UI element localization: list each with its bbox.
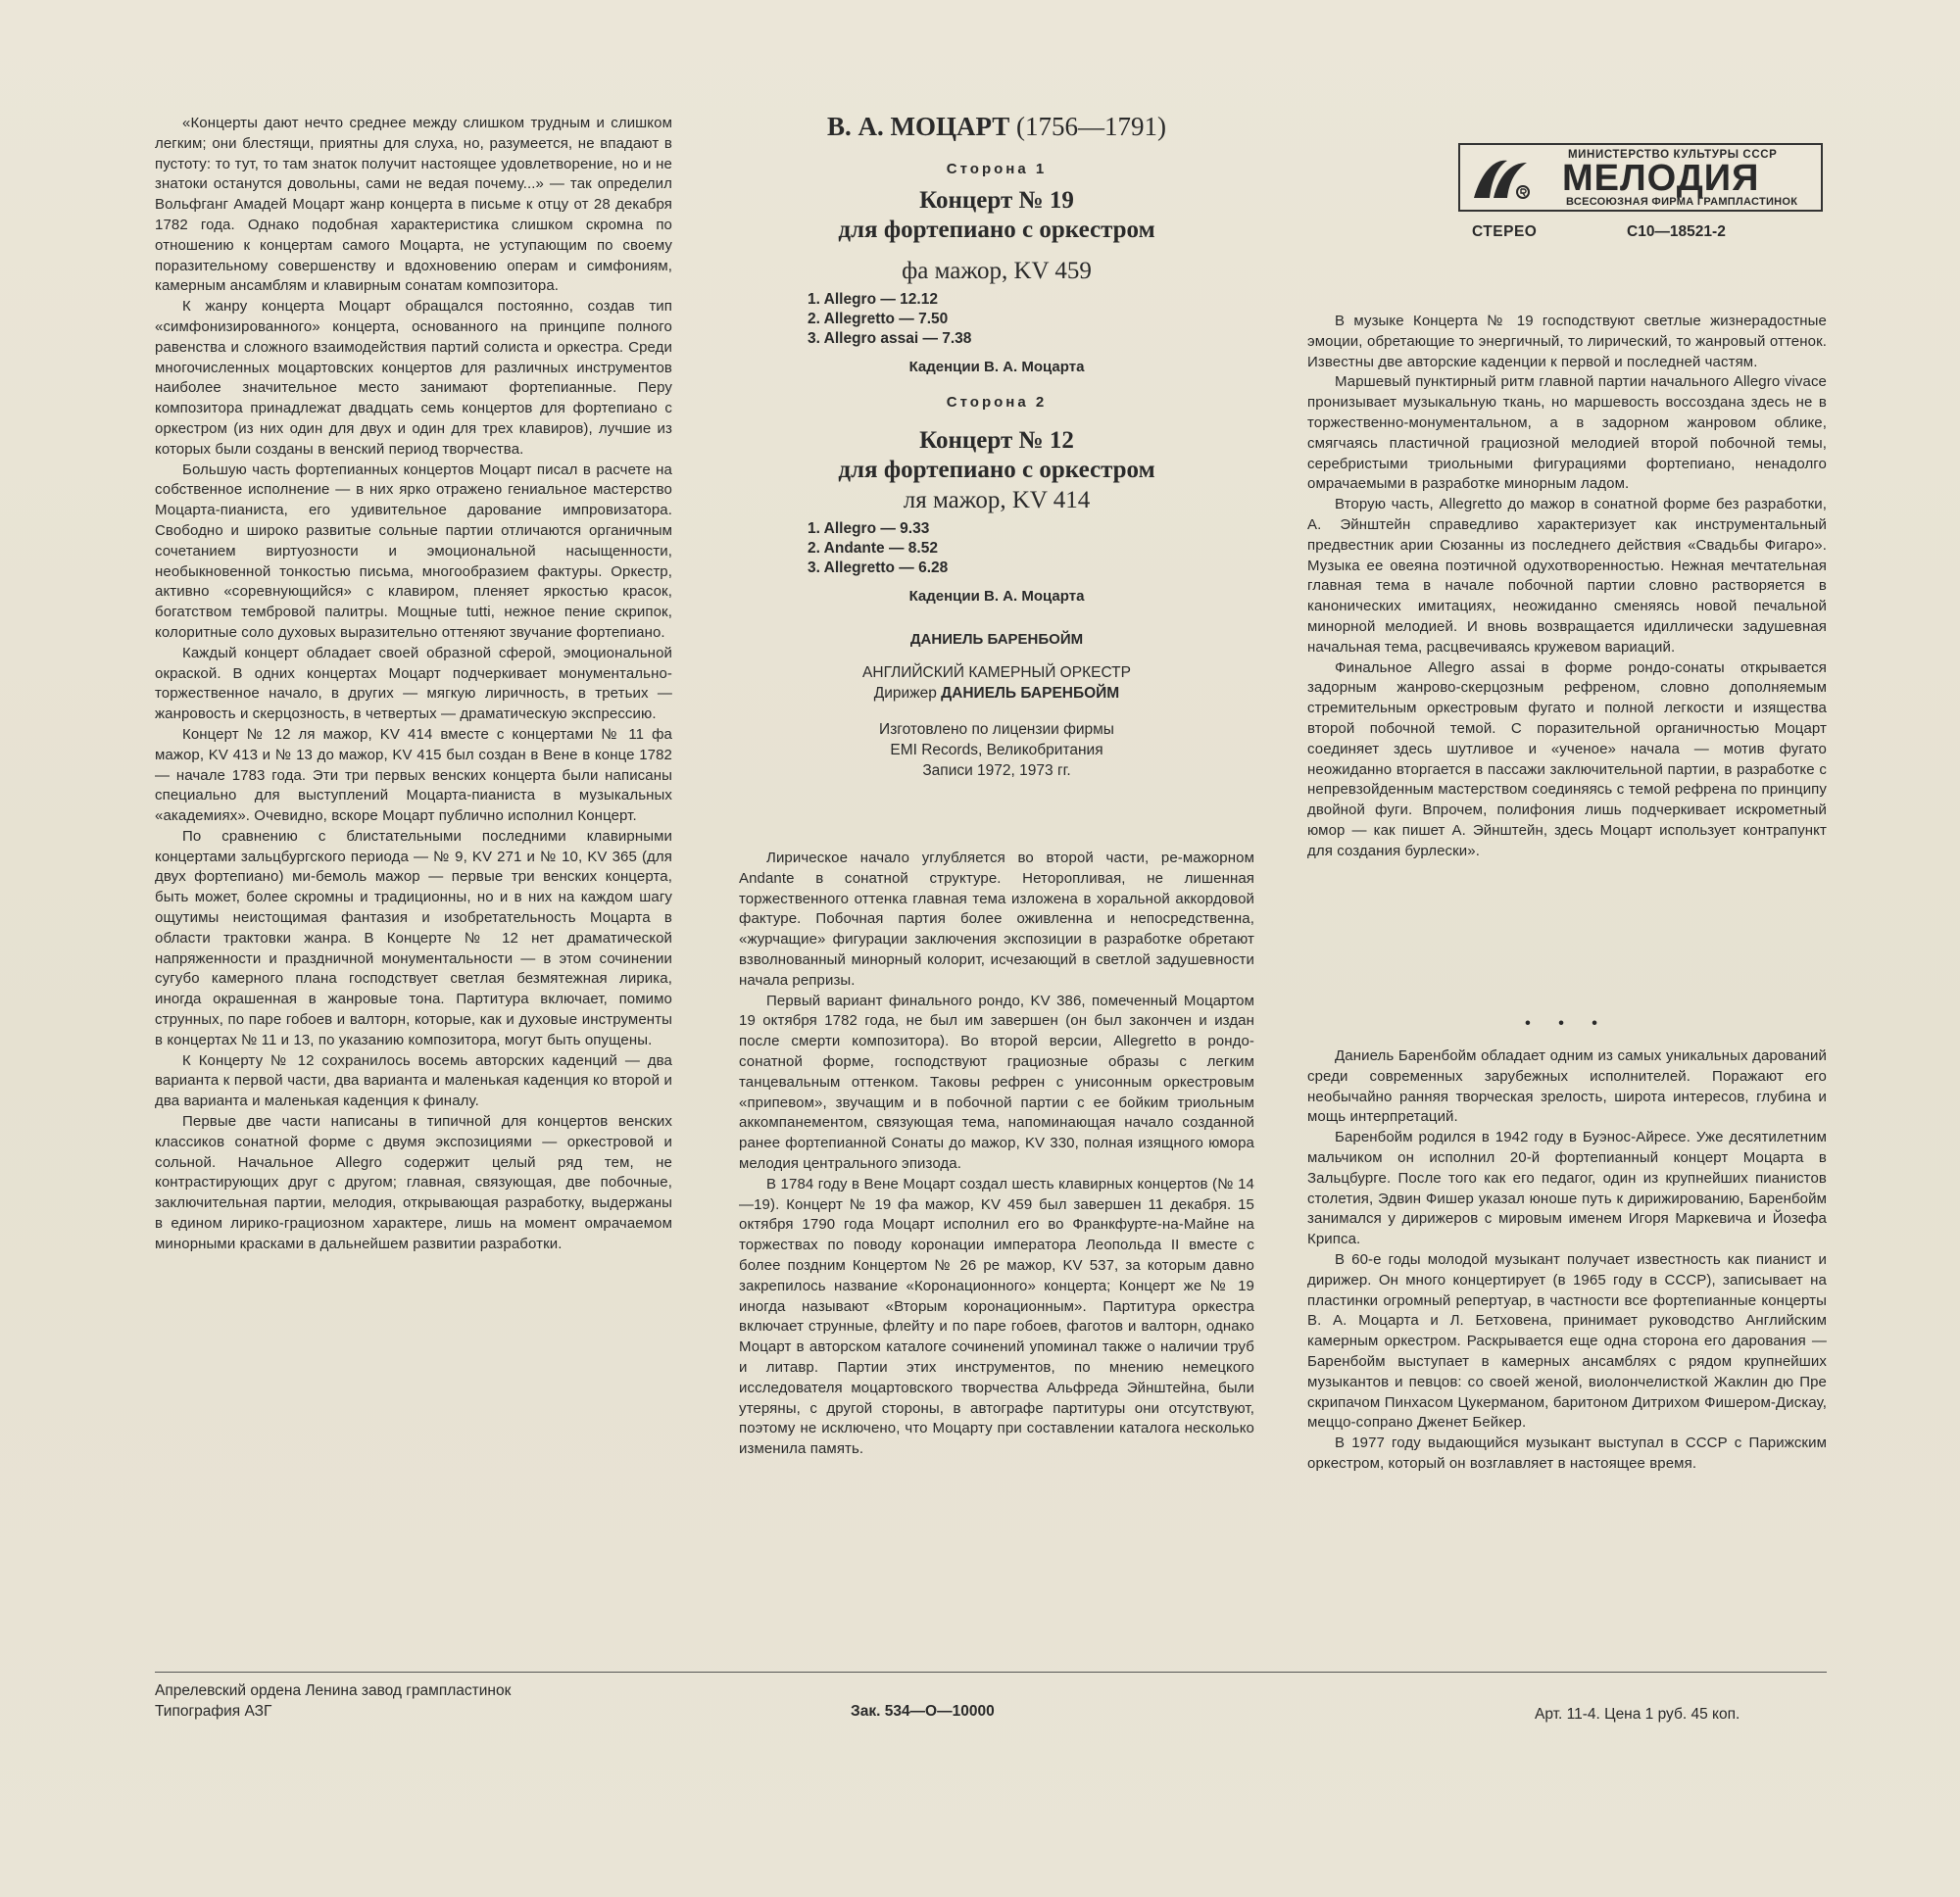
paragraph: Лирическое начало углубляется во второй части, ре-мажорном Andante в сонатной структуре. Неторопливая, не лишенная торжественного оттенка главная тема изложена в хоральной аккордовой фактуре. Побочная партия более оживленна и непосредственна, «журчащие» фигурации заключения экспозиции в разработке обретают взволнованный минорный колорит, исчезающий в светлой задушевности начала репризы. [739,850,1254,989]
concerto-12-title [739,426,1254,485]
licence-line: EMI Records, Великобритания [890,742,1103,758]
composer-name: В. А. МОЦАРТ [826,112,1010,141]
logo-brand-name: МЕЛОДИЯ [1562,158,1760,199]
recording-years: Записи 1972, 1973 гг. [922,762,1071,779]
logo-firm-text: ВСЕСОЮЗНАЯ ФИРМА ГРАМПЛАСТИНОК [1566,196,1798,208]
right-column-notes [1307,312,1827,862]
movement-item: 1. Allegro — 12.12 [808,291,938,308]
side-2-label: Сторона 2 [946,394,1048,411]
logo-ministry-text: МИНИСТЕРСТВО КУЛЬТУРЫ СССР [1568,149,1778,161]
movement-item: 3. Allegro assai — 7.38 [808,330,972,347]
left-column-notes [155,114,672,1255]
concerto-19-number: Концерт № 19 [919,187,1074,214]
paragraph: По сравнению с блистательными последними клавирными концертами зальцбургского периода — № 9, KV 271 и № 10, KV 365 (для двух фортепиано) ми-бемоль мажор — первые три венских концерта, быть может, более скромны и традиционны, но и в них на каждом шагу ощутимы неистощимая фантазия и изобретательность Моцарта в области трактовки жанра. В Концерте № 12 нет драматической напряженности и праздничной монументальности — в этом сочинении сугубо камерного плана господствует светлая безмятежная лирика, иногда окрашенная в жанровые тона. Партитура включает, помимо струнных, по паре гобоев и валторн, которые, как и духовые инструменты в концертах № 11 и 13, по указанию композитора, могут быть опущены. [155,827,672,1048]
side-1-cadenzas: Каденции В. А. Моцарта [908,359,1085,375]
concerto-12-key: ля мажор, KV 414 [903,487,1091,513]
paragraph: В 1977 году выдающийся музыкант выступал в СССР с Парижским оркестром, который он возглавляет в настоящее время. [1307,1435,1827,1472]
paragraph: К жанру концерта Моцарт обращался постоянно, создав тип «симфонизированного» концерта, основанного на принципе полного равенства и сложного взаимодействия партий солиста и оркестра. Среди многочисленных моцартовских концертов для различных инструментов наиболее значительное место занимают фортепианные. Перу композитора принадлежат двадцать семь концертов для фортепиано с оркестром (из них один для двух и один для трех клавиров), лучшие из которых были созданы в венский период творчества. [155,298,672,458]
paragraph: Большую часть фортепианных концертов Моцарт писал в расчете на собственное исполнение — в них ярко отражено гениальное мастерство Моцарта-пианиста, его удивительное дарование импровизатора. Свободно и широко развитые сольные партии отличаются органичным сочетанием виртуозности и эмоциональной насыщенности, необыкновенной тонкостью письма, многообразием фактуры. Оркестр, активно «соревнующийся» с клавиром, пленяет яркостью красок, богатством тембровой палитры. Мощные tutti, нежное пение скрипок, колоритные соло духовых выразительно оттеняют звучание фортепиано. [155,461,672,641]
concerto-19-movements [808,290,971,349]
paragraph: Вторую часть, Allegretto до мажор в сонатной форме без разработки, А. Эйнштейн справедливо характеризует как инструментальный предвестник арии Сюзанны из последнего действия «Свадьбы Фигаро». Музыка ее овеяна поэтичной одухотворенностью. Нежная мечтательная главная тема в начале побочной партии словно растворяется в канонических имитациях, неожиданно сменяясь новой печальной минорной мелодией. И вновь возвращается идиллически задушевная начальная тема, расцвечиваясь кружевом вариаций. [1307,496,1827,656]
composer-dates: (1756—1791) [1016,112,1167,141]
concerto-19-title [739,186,1254,245]
licence-line: Изготовлено по лицензии фирмы [879,721,1114,738]
side-2-cadenzas: Каденции В. А. Моцарта [908,588,1085,605]
paragraph: В музыке Концерта № 19 господствуют светлые жизнерадостные эмоции, обретающие то энергичный, то лирический, то жанровый оттенок. Известны две авторские каденции к первой и последней частям. [1307,313,1827,370]
composer-heading [739,112,1254,142]
conductor-line [739,683,1254,704]
licence-block [739,719,1254,781]
paragraph: Первые две части написаны в типичной для концертов венских классиков сонатной форме с двумя экспозициями — оркестровой и сольной. Начальное Allegro содержит целый ряд тем, не контрастирующих друг с другом; главная, связующая, две побочные, заключительная партии, мелодия, открывающая разработку, выдержаны в едином лирико-грациозном характере, лишь на момент омрачаемом минорными красками в дальнейшем развитии разработки. [155,1113,672,1252]
melodiya-emblem-icon [1468,151,1533,204]
footer-divider [155,1672,1827,1673]
concerto-12-movements [808,519,948,578]
section-separator: • • • [1525,1015,1609,1032]
paragraph: Маршевый пунктирный ритм главной партии начального Allegro vivace пронизывает музыкальную ткань, но маршевость воссоздана здесь не в торжественно-монументальном, а в задорном жанровом облике, смягчаясь пластичной грациозной мелодией второй побочной темы, серебристыми триольными фигурациями фортепиано, ненадолго омрачаемыми в разработке минорным ладом. [1307,373,1827,493]
paragraph: Баренбойм родился в 1942 году в Буэнос-Айресе. Уже десятилетним мальчиком он исполнил 20-й фортепианный концерт Моцарта в Зальцбурге. После того как его педагог, один из крупнейших пианистов столетия, Эдвин Фишер указал юноше путь к дирижированию, Баренбойм занимался у дирижеров с мировым именем Игоря Маркевича и Йозефа Крипса. [1307,1129,1827,1248]
printing-credit: Типография АЗГ [155,1703,272,1720]
stereo-label: СТЕРЕО [1472,223,1538,240]
concerto-19-instrumentation: для фортепиано с оркестром [838,217,1155,243]
movement-item: 3. Allegretto — 6.28 [808,559,949,576]
catalog-number: С10—18521-2 [1627,223,1726,240]
movement-item: 2. Allegretto — 7.50 [808,311,949,327]
paragraph: «Концерты дают нечто среднее между слишком трудным и слишком легким; они блестящи, приятны для слуха, но, разумеется, не впадают в пустоту: то тут, то там знаток получит настоящее удовлетворение, но и не знатоки останутся довольны, сами не ведая почему...» — так определил Вольфганг Амадей Моцарт жанр концерта в письме к отцу от 28 декабря 1782 года. Однако подобная характеристика слишком скромна по отношению к концертам самого Моцарта, не уступающим по своему поразительному совершенству и вдохновению операм и симфониям, камерным ансамблям и клавирным сонатам композитора. [155,115,672,295]
middle-column-notes [739,849,1254,1460]
concerto-19-key: фа мажор, KV 459 [902,258,1092,284]
melodiya-logo [1458,143,1823,212]
concerto-12-instrumentation: для фортепиано с оркестром [838,457,1155,483]
biography-notes [1307,1046,1827,1475]
orchestra-name: АНГЛИЙСКИЙ КАМЕРНЫЙ ОРКЕСТР [862,664,1131,681]
side-1-label: Сторона 1 [946,161,1048,177]
paragraph: В 60-е годы молодой музыкант получает известность как пианист и дирижер. Он много концертирует (в 1965 году в СССР), записывает на пластинки огромный репертуар, в частности все фортепианные концерты В. А. Моцарта и Л. Бетховена, принимает руководство Английским камерным оркестром. Раскрывается еще одна сторона его дарования — Баренбойм выступает в камерных ансамблях с рядом крупнейших музыкантов и певцов: со своей женой, виолончелисткой Жаклин дю Пре скрипачом Пинхасом Цукерманом, баритоном Дитрихом Фишером-Дискау, меццо-сопрано Дженет Бейкер. [1307,1250,1827,1432]
paragraph: Первый вариант финального рондо, KV 386, помеченный Моцартом 19 октября 1782 года, не был им завершен (он был закончен и издан после смерти композитора). Во второй версии, Allegretto в рондо-сонатной форме, господствуют грациозные образы с легким танцевальным оттенком. Таковы рефрен с унисонным оркестровым «припевом», звучащим и в побочной партии с ее бойким триольным аккомпанементом, связующая тема, напоминающая начало созданной ранее фортепианной Сонаты до мажор, KV 330, полная изящного юмора мелодия центрального эпизода. [739,992,1254,1172]
paragraph: Концерт № 12 ля мажор, KV 414 вместе с концертами № 11 фа мажор, KV 413 и № 13 до мажор, KV 415 был создан в Вене в конце 1782 — начале 1783 года. Эти три первых венских концерта были написаны специально для выступлений Моцарта-пианиста в музыкальных «академиях». Очевидно, вскоре Моцарт публично исполнил Концерт. [155,725,672,825]
paragraph: Финальное Allegro assai в форме рондо-сонаты открывается задорным жанрово-скерцозным рефреном, словно дополняемым стремительным оркестровым фугато и полной легкости и изящества второй побочной темой. С поразительной органичностью Моцарт соединяет здесь шутливое и «ученое» начала — мотив фугато неожиданно вторгается в пассажи заключительной партии, в разработке с непревзойденным мастерством соединяясь с темой рефрена по принципу двойной фуги. Впрочем, полифония лишь подчеркивает искрометный юмор — как пишет А. Эйнштейн, здесь Моцарт использует контрапункт для создания бурлески». [1307,658,1827,859]
conductor-name: ДАНИЕЛЬ БАРЕНБОЙМ [941,685,1120,702]
paragraph: В 1784 году в Вене Моцарт создал шесть клавирных концертов (№ 14—19). Концерт № 19 фа мажор, KV 459 был завершен 11 декабря. 15 октября 1790 года Моцарт исполнил его во Франкфурте-на-Майне на торжествах по поводу коронации императора Леопольда II вместе с более поздним Концертом № 26 ре мажор, KV 537, за которым давно закрепилось название «Коронационного» концерта; Концерт же № 19 иногда называют «Вторым коронационным». Партитура оркестра включает струнные, флейту и по паре гобоев, фаготов и валторн, однако Моцарт в авторском каталоге сочинений упоминал также о наличии труб и литавр. Партии этих инструментов, по мнению немецкого исследователя моцартовского творчества Альфреда Эйнштейна, были утеряны, с другой стороны, в автографе партитуры они отсутствуют, поэтому не исключено, что Моцарту при составлении каталога несколько изменила память. [739,1175,1254,1458]
conductor-prefix: Дирижер [873,685,937,702]
paragraph: К Концерту № 12 сохранилось восемь авторских каденций — два варианта к первой части, два варианта и маленькая каденция ко второй и два варианта и маленькая каденция к финалу. [155,1051,672,1110]
price-label: Арт. 11-4. Цена 1 руб. 45 коп. [1535,1706,1740,1723]
order-number: Зак. 534—О—10000 [851,1703,995,1720]
movement-item: 1. Allegro — 9.33 [808,520,930,537]
movement-item: 2. Andante — 8.52 [808,540,938,557]
paragraph: Каждый концерт обладает своей образной сферой, эмоциональной окраской. В одних концертах Моцарт подчеркивает монументально-торжественное начало, в других — мягкую лиричность, в третьих — жанровость и скерцозность, в четвертых — драматическую экспрессию. [155,644,672,723]
soloist-name: ДАНИЕЛЬ БАРЕНБОЙМ [909,631,1084,648]
concerto-12-number: Концерт № 12 [919,427,1074,454]
factory-credit: Апрелевский ордена Ленина завод грампластинок [155,1682,512,1699]
paragraph: Даниель Баренбойм обладает одним из самых уникальных дарований среди современных зарубежных исполнителей. Поражают его необычайно ранняя творческая зрелость, широта интересов, глубина и мощь интерпретаций. [1307,1047,1827,1126]
